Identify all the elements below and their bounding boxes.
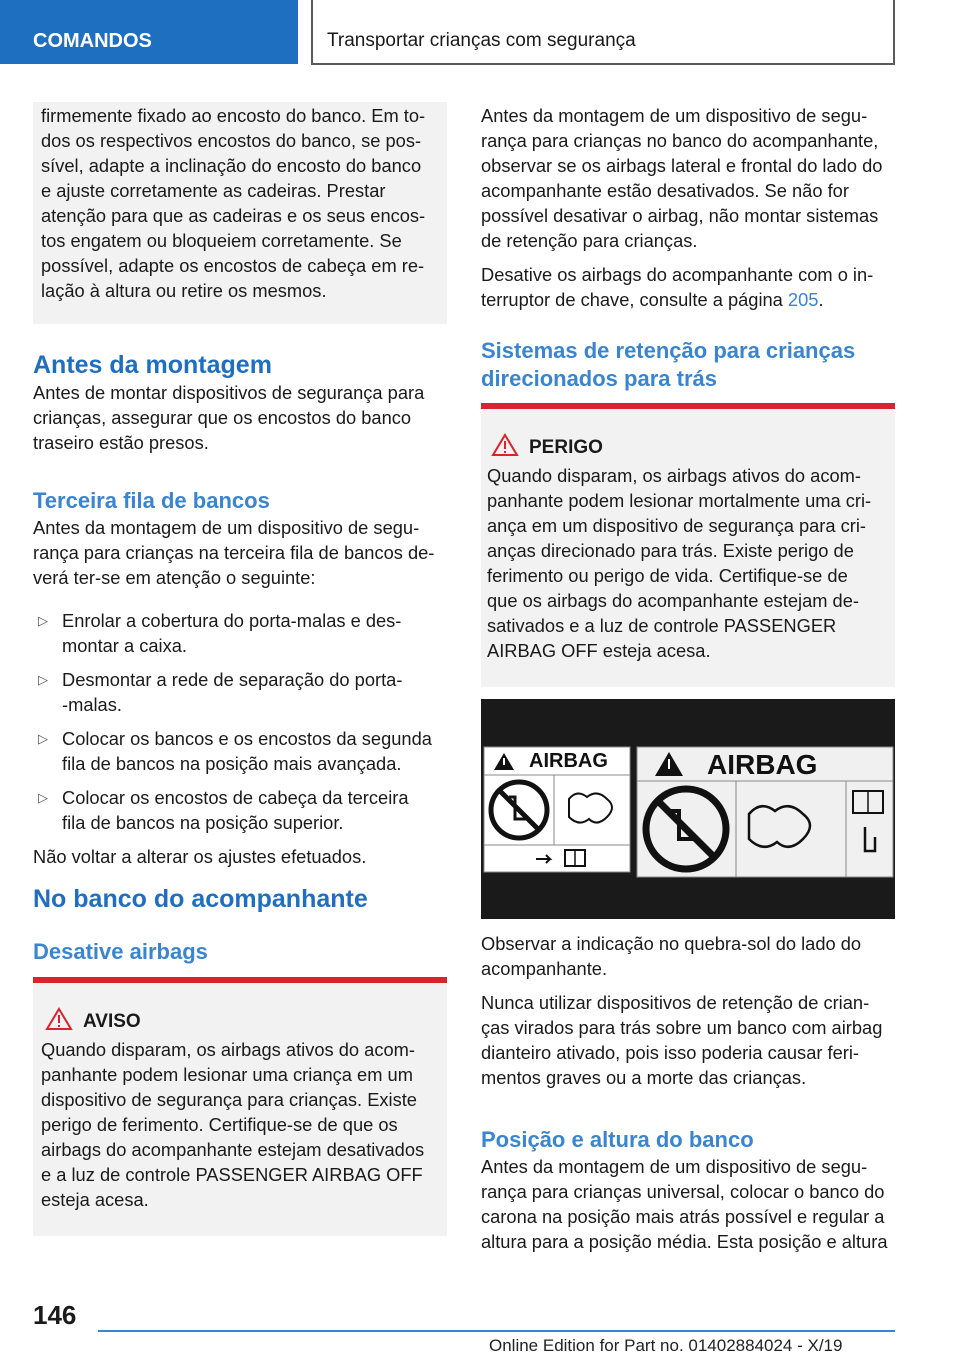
- text-line: Observar a indicação no quebra-sol do lado do: [481, 933, 862, 954]
- airbag-label-image: [481, 699, 895, 919]
- antes-section: [33, 350, 447, 455]
- bullet-triangle-icon: ▷: [38, 731, 48, 746]
- page-number: 146: [33, 1300, 77, 1330]
- text-line: Antes de montar dispositivos de segurança para: [33, 382, 425, 403]
- text-line: airbags do acompanhante estejam desativados: [41, 1139, 425, 1160]
- text-line: de retenção para crianças.: [481, 230, 698, 251]
- airbag-label-small: AIRBAG: [529, 750, 608, 772]
- text-line: e a luz de controle PASSENGER AIRBAG OFF: [41, 1164, 423, 1185]
- heading-line: direcionados para trás: [481, 366, 717, 391]
- text-line: rança para crianças na terceira fila de bancos de‐: [33, 542, 435, 563]
- text-line: panhante podem lesionar mortalmente uma cri‐: [487, 490, 872, 511]
- text-line: rança para crianças universal, colocar o banco do: [481, 1181, 885, 1202]
- page-reference-link[interactable]: 205: [787, 289, 819, 310]
- text-line: Quando disparam, os airbags ativos do acom‐: [41, 1039, 415, 1060]
- aviso-warning-box: [33, 977, 447, 1236]
- warning-triangle-icon: [45, 1007, 73, 1031]
- text-line: dos os respectivos encostos do banco, se pos‐: [41, 130, 422, 151]
- text-line: Colocar os encostos de cabeça da terceira: [62, 787, 409, 808]
- text-line: fila de bancos na posição superior.: [62, 812, 344, 833]
- bullet-triangle-icon: ▷: [38, 790, 48, 805]
- section-tab: [0, 0, 298, 64]
- footer-edition: Online Edition for Part no. 01402884024 - X/19: [489, 1336, 843, 1355]
- list-item: [33, 608, 447, 658]
- text-line: ferimento ou perigo de vida. Certifique-se de: [487, 565, 848, 586]
- text-line: carona na posição mais atrás possível e regular a: [481, 1206, 885, 1227]
- airbag-label-large: AIRBAG: [707, 749, 818, 780]
- heading-no-banco-acompanhante: No banco do acompanhante: [33, 885, 368, 913]
- aviso-title: [41, 1009, 439, 1034]
- text-line: Desmontar a rede de separação do porta‐: [62, 669, 403, 690]
- text-line: montar a caixa.: [62, 635, 187, 656]
- list-item: [33, 726, 447, 776]
- text-line: Quando disparam, os airbags ativos do acom‐: [487, 465, 861, 486]
- list-item: [33, 667, 447, 717]
- text-line: tos engatem ou bloqueiem corretamente. Se: [41, 230, 402, 251]
- text-line: e ajuste corretamente as cadeiras. Prestar: [41, 180, 386, 201]
- text-line: fila de bancos na posição mais avançada.: [62, 753, 402, 774]
- text-line: [481, 287, 895, 312]
- text-line: AIRBAG OFF esteja acesa.: [487, 640, 711, 661]
- header-underline: [311, 63, 895, 65]
- heading-terceira-fila: Terceira fila de bancos: [33, 488, 270, 513]
- perigo-warning-box: [481, 403, 895, 687]
- section-label: COMANDOS: [33, 30, 152, 52]
- observar-section: [481, 931, 895, 1090]
- text-line: Nunca utilizar dispositivos de retenção de crian‐: [481, 992, 870, 1013]
- warning-triangle-icon: [491, 433, 519, 457]
- text-span: .: [818, 289, 824, 310]
- text-line: possível desativar o airbag, não montar sistemas: [481, 205, 879, 226]
- text-line: lação à altura ou retire os mesmos.: [41, 280, 327, 301]
- heading-desative-airbags: Desative airbags: [33, 939, 208, 964]
- text-line: acompanhante estão desativados. Se não for: [481, 180, 849, 201]
- text-line: firmemente fixado ao encosto do banco. Em to‐: [41, 105, 426, 126]
- text-line: ança em um dispositivo de segurança para cri‐: [487, 515, 867, 536]
- text-line: Desative os airbags do acompanhante com o in‐: [481, 264, 874, 285]
- bullet-list: [33, 608, 447, 869]
- text-line: esteja acesa.: [41, 1189, 149, 1210]
- text-line: crianças, assegurar que os encostos do banco: [33, 407, 412, 428]
- airbag-sticker-illustration: [481, 699, 895, 919]
- perigo-title: [487, 435, 889, 460]
- text-line: Antes da montagem de um dispositivo de segu‐: [481, 105, 868, 126]
- sistemas-heading: [481, 337, 895, 393]
- aviso-label: AVISO: [83, 1011, 141, 1032]
- list-item: [33, 785, 447, 835]
- text-line: Não voltar a alterar os ajustes efetuados.: [33, 846, 367, 867]
- text-line: dianteiro ativado, pois isso poderia causar feri‐: [481, 1042, 860, 1063]
- bullet-triangle-icon: ▷: [38, 613, 48, 628]
- text-line: anças direcionado para trás. Existe perigo de: [487, 540, 854, 561]
- text-line: acompanhante.: [481, 958, 608, 979]
- header-divider: [311, 0, 313, 64]
- page-title: Transportar crianças com segurança: [327, 30, 636, 51]
- text-line: Antes da montagem de um dispositivo de segu‐: [481, 1156, 868, 1177]
- posicao-section: [481, 1126, 895, 1254]
- text-line: que os airbags do acompanhante estejam de‐: [487, 590, 859, 611]
- text-line: sativados e a luz de controle PASSENGER: [487, 615, 837, 636]
- footer-rule: [98, 1330, 895, 1332]
- text-line: atenção para que as cadeiras e os seus encos‐: [41, 205, 426, 226]
- intro-box: [33, 102, 447, 324]
- text-line: Antes da montagem de um dispositivo de segu‐: [33, 517, 420, 538]
- text-line: altura para a posição média. Esta posição e altura: [481, 1231, 888, 1252]
- perigo-label: PERIGO: [529, 437, 603, 458]
- text-line: perigo de ferimento. Certifique-se de que os: [41, 1114, 398, 1135]
- text-line: verá ter-se em atenção o seguinte:: [33, 567, 316, 588]
- text-line: Enrolar a cobertura do porta-malas e des‐: [62, 610, 402, 631]
- airbag-intro: [481, 103, 895, 312]
- text-line: Colocar os bancos e os encostos da segunda: [62, 728, 432, 749]
- text-line: -malas.: [62, 694, 122, 715]
- text-line: ças virados para trás sobre um banco com airbag: [481, 1017, 883, 1038]
- text-line: mentos graves ou a morte das crianças.: [481, 1067, 807, 1088]
- terceira-section: [33, 487, 447, 590]
- text-span: terruptor de chave, consulte a página: [481, 289, 788, 310]
- text-line: observar se os airbags lateral e frontal do lado do: [481, 155, 883, 176]
- heading-antes-da-montagem: Antes da montagem: [33, 351, 272, 379]
- text-line: sível, adapte a inclinação do encosto do banco: [41, 155, 422, 176]
- text-line: panhante podem lesionar uma criança em um: [41, 1064, 413, 1085]
- text-line: dispositivo de segurança para crianças. Existe: [41, 1089, 417, 1110]
- text-line: rança para crianças no banco do acompanhante,: [481, 130, 879, 151]
- bullet-triangle-icon: ▷: [38, 672, 48, 687]
- header-divider-right: [893, 0, 895, 64]
- text-line: traseiro estão presos.: [33, 432, 209, 453]
- heading-line: Sistemas de retenção para crianças: [481, 338, 856, 363]
- text-line: possível, adapte os encostos de cabeça em re‐: [41, 255, 425, 276]
- heading-posicao-altura: Posição e altura do banco: [481, 1127, 754, 1152]
